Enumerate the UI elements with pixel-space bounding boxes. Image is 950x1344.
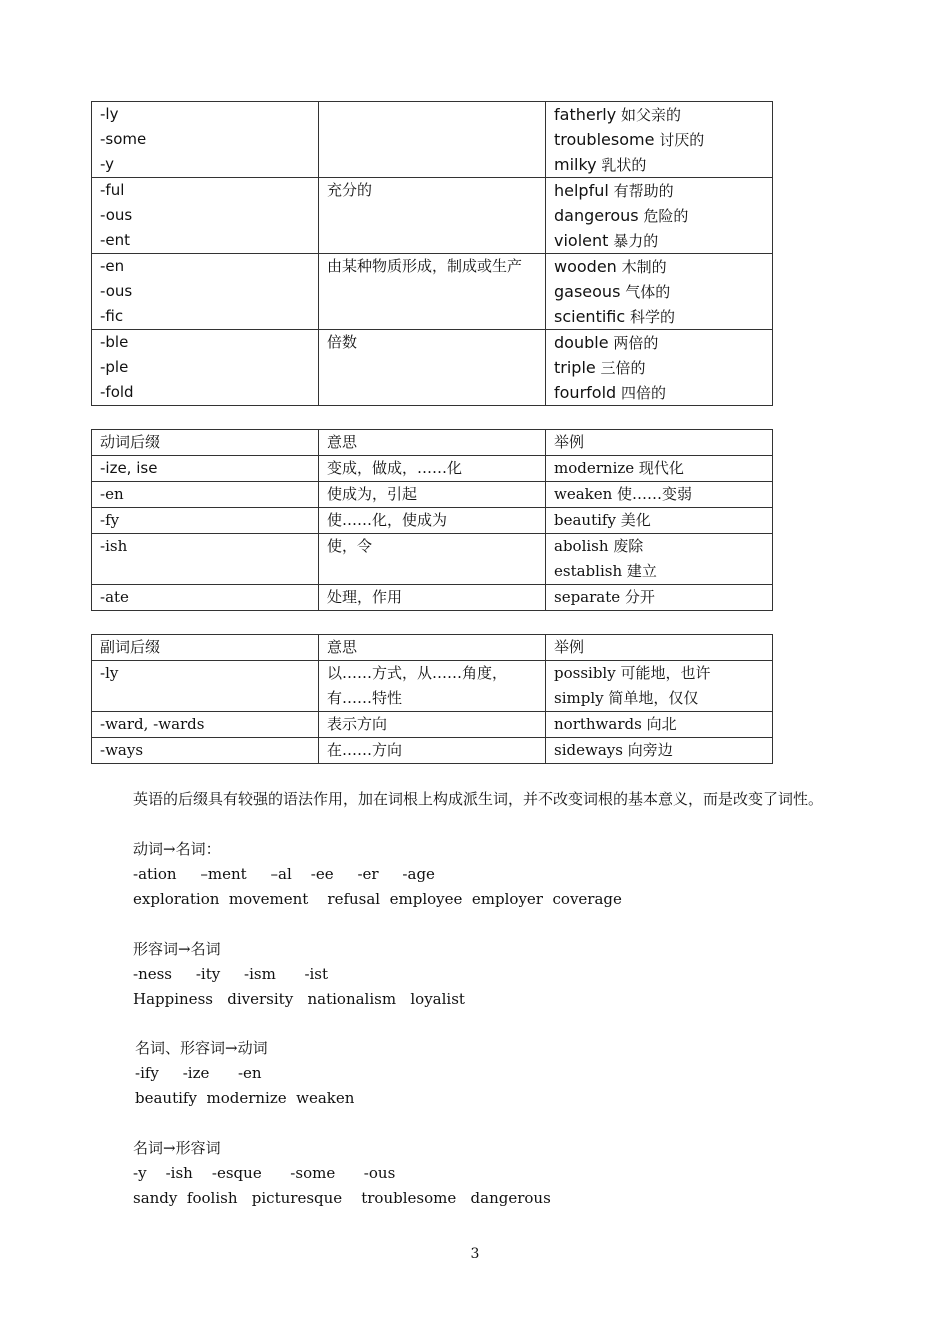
- table-row: [92, 712, 773, 738]
- meaning-cell: 在……方向: [319, 738, 546, 764]
- suffix-cell: -ly: [92, 661, 319, 712]
- meaning-cell: 使成为，引起: [319, 482, 546, 508]
- section-heading: 名词、形容词→动词: [135, 1039, 268, 1057]
- meaning-cell: 变成，做成，……化: [319, 456, 546, 482]
- meaning-cell: 处理，作用: [319, 585, 546, 611]
- section-examples: Happiness diversity nationalism loyalist: [133, 990, 465, 1008]
- example-cell: beautify 美化: [546, 508, 773, 534]
- suffix-cell: -en: [92, 482, 319, 508]
- header-cell-meaning: 意思: [319, 430, 546, 456]
- table-row: [92, 254, 773, 330]
- table-row: [92, 534, 773, 585]
- table-row: [92, 482, 773, 508]
- meaning-cell: [319, 102, 546, 178]
- example-cell: possibly 可能地，也许 simply 简单地，仅仅: [546, 661, 773, 712]
- suffix-cell: -fy: [92, 508, 319, 534]
- section-heading: 名词→形容词: [133, 1139, 221, 1157]
- example-cell: wooden 木制的 gaseous 气体的 scientific 科学的: [546, 254, 773, 330]
- example-cell: northwards 向北: [546, 712, 773, 738]
- table-row: [92, 661, 773, 712]
- table-header-row: [92, 635, 773, 661]
- table-row: [92, 738, 773, 764]
- page-number: 3: [470, 1246, 480, 1262]
- example-cell: helpful 有帮助的 dangerous 危险的 violent 暴力的: [546, 178, 773, 254]
- header-cell-meaning: 意思: [319, 635, 546, 661]
- meaning-cell: 使，令: [319, 534, 546, 585]
- header-cell-example: 举例: [546, 430, 773, 456]
- example-cell: double 两倍的 triple 三倍的 fourfold 四倍的: [546, 330, 773, 406]
- example-cell: sideways 向旁边: [546, 738, 773, 764]
- suffix-cell: -ways: [92, 738, 319, 764]
- suffix-cell: -ful -ous -ent: [92, 178, 319, 254]
- header-cell-suffix: 动词后缀: [92, 430, 319, 456]
- table-row: [92, 508, 773, 534]
- section-suffixes: -ness -ity -ism -ist: [133, 965, 329, 983]
- header-cell-suffix: 副词后缀: [92, 635, 319, 661]
- suffix-cell: -ize, ise: [92, 456, 319, 482]
- adjective-suffix-table: [91, 101, 773, 406]
- example-cell: fatherly 如父亲的 troublesome 讨厌的 milky 乳状的: [546, 102, 773, 178]
- section-suffixes: -ify -ize -en: [135, 1064, 262, 1082]
- suffix-cell: -ble -ple -fold: [92, 330, 319, 406]
- example-cell: abolish 废除 establish 建立: [546, 534, 773, 585]
- meaning-cell: 由某种物质形成，制成或生产: [319, 254, 546, 330]
- table-header-row: [92, 430, 773, 456]
- suffix-cell: -ly -some -y: [92, 102, 319, 178]
- meaning-cell: 以……方式，从……角度，有……特性: [319, 661, 546, 712]
- example-cell: modernize 现代化: [546, 456, 773, 482]
- intro-paragraph: 英语的后缀具有较强的语法作用，加在词根上构成派生词，并不改变词根的基本意义，而是改变了词性。: [133, 790, 824, 808]
- table-row: [92, 102, 773, 178]
- suffix-cell: -ate: [92, 585, 319, 611]
- suffix-cell: -en -ous -fic: [92, 254, 319, 330]
- adverb-suffix-table: [91, 634, 773, 764]
- section-examples: exploration movement refusal employee employer coverage: [133, 890, 622, 908]
- meaning-cell: 倍数: [319, 330, 546, 406]
- table-row: [92, 330, 773, 406]
- table-row: [92, 585, 773, 611]
- example-cell: weaken 使……变弱: [546, 482, 773, 508]
- section-heading: 形容词→名词: [133, 940, 221, 958]
- meaning-cell: 充分的: [319, 178, 546, 254]
- section-examples: beautify modernize weaken: [135, 1089, 355, 1107]
- section-examples: sandy foolish picturesque troublesome dangerous: [133, 1189, 551, 1207]
- verb-suffix-table: [91, 429, 773, 611]
- example-cell: separate 分开: [546, 585, 773, 611]
- section-suffixes: -ation –ment –al -ee -er -age: [133, 865, 435, 883]
- meaning-cell: 使……化，使成为: [319, 508, 546, 534]
- meaning-cell: 表示方向: [319, 712, 546, 738]
- section-heading: 动词→名词：: [133, 840, 221, 858]
- table-row: [92, 178, 773, 254]
- section-suffixes: -y -ish -esque -some -ous: [133, 1164, 396, 1182]
- table-row: [92, 456, 773, 482]
- suffix-cell: -ish: [92, 534, 319, 585]
- suffix-cell: -ward, -wards: [92, 712, 319, 738]
- header-cell-example: 举例: [546, 635, 773, 661]
